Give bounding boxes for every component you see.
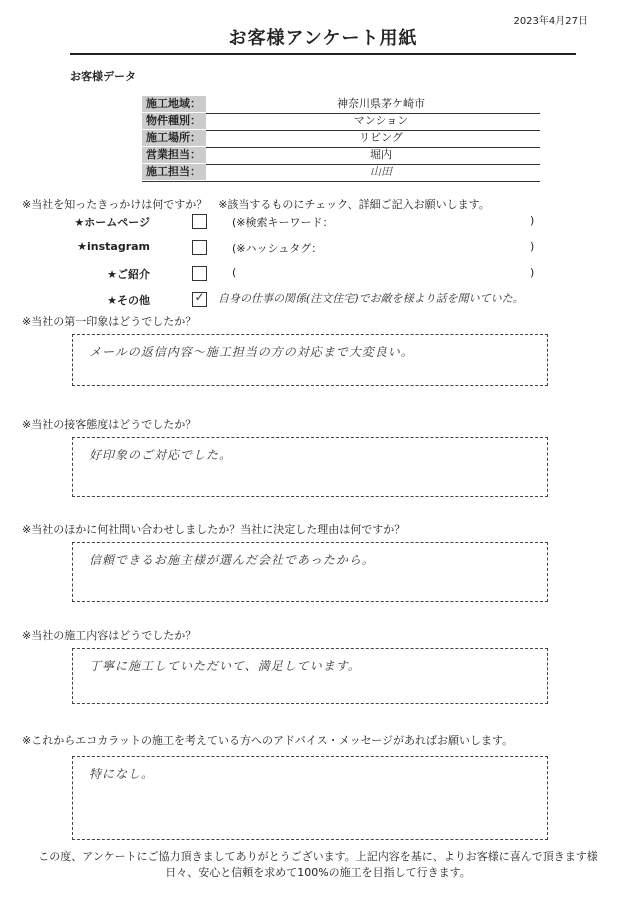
choice-close: ) [530,240,535,253]
footer-line-1: この度、アンケートにご協力頂きましてありがとうございます。上記内容を基に、よりお客様に喜んで頂きます様 [38,850,598,863]
answer-text: 好印象のご対応でした。 [89,448,233,462]
answer-text: 丁寧に施工していただいて、満足しています。 [89,659,361,673]
info-label: 営業担当： [142,147,206,163]
answer-text: 信頼できるお施主様が選んだ会社であったから。 [89,553,375,567]
answer-text: 特になし。 [89,767,155,781]
info-value: マンション [353,114,409,127]
question-advice: ※これからエコカラットの施工を考えている方へのアドバイス・メッセージがあればお願いします。 [22,734,514,747]
choice-label-homepage: ★ホームページ [74,216,150,229]
checkbox-other[interactable] [192,292,207,307]
choice-other-handwritten: 自身の仕事の関係(注文住宅)でお敵を様より話を聞いていた。 [218,292,524,305]
info-label: 物件種別： [142,113,206,129]
title-divider [70,53,576,55]
footer-line-2: 日々、安心と信頼を求めて100%の施工を目指して行きます。 [165,866,471,879]
answer-box-advice [72,756,548,840]
info-label: 施工場所： [142,130,206,146]
answer-box-service-attitude [72,437,548,497]
choice-close: ) [530,266,535,279]
info-row-area [142,96,540,114]
choice-close: ) [530,214,535,227]
choice-label-referral: ★ご紹介 [107,268,150,281]
customer-data-heading: お客様データ [70,70,136,83]
info-row-sales-rep [142,147,540,165]
choice-detail: (※ハッシュタグ： [232,242,323,255]
choice-detail: ( [232,266,237,279]
question-other-companies: ※当社のほかに何社問い合わせしましたか？当社に決定した理由は何ですか？ [22,523,406,536]
info-value: 神奈川県茅ケ崎市 [337,97,425,110]
question-how-found: ※当社を知ったきっかけは何ですか？ ※該当するものにチェック、詳細ご記入お願いします。 [22,198,490,211]
choice-label-instagram: ★instagram [77,240,150,253]
checkbox-referral[interactable] [192,266,207,281]
page-title: お客様アンケート用紙 [228,28,418,49]
answer-box-construction-quality [72,648,548,704]
info-value: リビング [359,131,403,144]
info-row-installer [142,164,540,182]
info-value: 堀内 [370,148,392,161]
checkbox-instagram[interactable] [192,240,207,255]
survey-date: 2023年4月27日 [513,16,588,27]
info-label: 施工地域： [142,96,206,112]
question-construction-quality: ※当社の施工内容はどうでしたか？ [22,629,197,642]
answer-text: メールの返信内容～施工担当の方の対応まで大変良い。 [89,345,414,359]
checkbox-homepage[interactable] [192,214,207,229]
choice-detail: (※検索キーワード： [232,216,334,229]
question-first-impression: ※当社の第一印象はどうでしたか？ [22,315,197,328]
info-row-property-type [142,113,540,131]
question-service-attitude: ※当社の接客態度はどうでしたか？ [22,418,197,431]
info-row-location [142,130,540,148]
info-value: 山田 [370,165,392,178]
answer-box-other-companies [72,542,548,602]
info-label: 施工担当： [142,164,206,180]
check-icon: ✓ [194,290,205,304]
choice-label-other: ★その他 [107,294,150,307]
answer-box-first-impression [72,334,548,386]
